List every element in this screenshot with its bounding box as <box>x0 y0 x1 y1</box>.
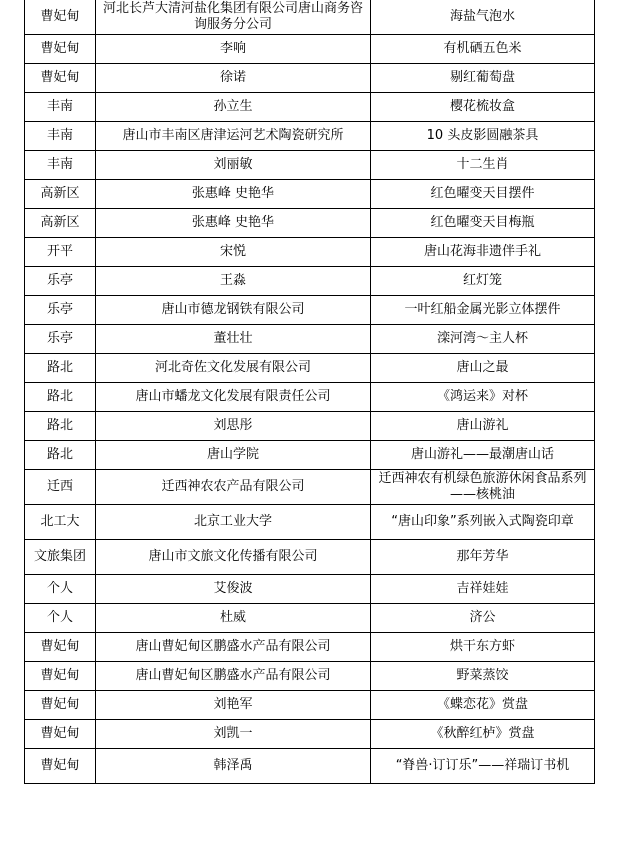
company-cell: 刘凯一 <box>96 720 371 749</box>
district-cell: 北工大 <box>25 505 96 540</box>
company-cell: 韩泽禹 <box>96 749 371 784</box>
district-cell: 曹妃甸 <box>25 633 96 662</box>
table-row <box>25 0 595 35</box>
product-cell: 《秋醉红栌》赏盘 <box>371 720 595 749</box>
product-cell: 红色曜变天目摆件 <box>371 180 595 209</box>
table-row <box>25 354 595 383</box>
products-table <box>24 0 595 784</box>
district-cell: 丰南 <box>25 93 96 122</box>
product-cell: 迁西神农有机绿色旅游休闲食品系列——核桃油 <box>371 470 595 505</box>
district-cell: 个人 <box>25 604 96 633</box>
table-row <box>25 122 595 151</box>
product-cell: 10 头皮影圆融茶具 <box>371 122 595 151</box>
table-row <box>25 412 595 441</box>
company-cell: 刘丽敏 <box>96 151 371 180</box>
products-table-body <box>25 0 595 784</box>
table-row <box>25 64 595 93</box>
product-cell: 《蝶恋花》赏盘 <box>371 691 595 720</box>
district-cell: 曹妃甸 <box>25 0 96 35</box>
product-cell: 吉祥娃娃 <box>371 575 595 604</box>
district-cell: 曹妃甸 <box>25 662 96 691</box>
product-cell: 十二生肖 <box>371 151 595 180</box>
product-cell: 那年芳华 <box>371 540 595 575</box>
company-cell: 唐山市丰南区唐津运河艺术陶瓷研究所 <box>96 122 371 151</box>
company-cell: 王淼 <box>96 267 371 296</box>
product-cell: 唐山游礼——最潮唐山话 <box>371 441 595 470</box>
company-cell: 张惠峰 史艳华 <box>96 180 371 209</box>
company-cell: 唐山市德龙钢铁有限公司 <box>96 296 371 325</box>
product-cell: 红色曜变天目梅瓶 <box>371 209 595 238</box>
product-cell: 《鸿运来》对杯 <box>371 383 595 412</box>
company-cell: 董壮壮 <box>96 325 371 354</box>
table-row <box>25 151 595 180</box>
product-cell: 唐山花海非遗伴手礼 <box>371 238 595 267</box>
company-cell: 迁西神农农产品有限公司 <box>96 470 371 505</box>
company-cell: 唐山曹妃甸区鹏盛水产品有限公司 <box>96 662 371 691</box>
table-row <box>25 180 595 209</box>
product-cell: 烘干东方虾 <box>371 633 595 662</box>
district-cell: 曹妃甸 <box>25 720 96 749</box>
district-cell: 迁西 <box>25 470 96 505</box>
company-cell: 张惠峰 史艳华 <box>96 209 371 238</box>
district-cell: 丰南 <box>25 151 96 180</box>
district-cell: 乐亭 <box>25 325 96 354</box>
table-row <box>25 540 595 575</box>
product-cell: 滦河湾～主人杯 <box>371 325 595 354</box>
company-cell: 艾俊波 <box>96 575 371 604</box>
table-row <box>25 662 595 691</box>
product-cell: 唐山游礼 <box>371 412 595 441</box>
product-cell: 海盐气泡水 <box>371 0 595 35</box>
company-cell: 河北奇佐文化发展有限公司 <box>96 354 371 383</box>
district-cell: 高新区 <box>25 180 96 209</box>
district-cell: 路北 <box>25 412 96 441</box>
company-cell: 杜威 <box>96 604 371 633</box>
company-cell: 唐山市文旅文化传播有限公司 <box>96 540 371 575</box>
district-cell: 曹妃甸 <box>25 64 96 93</box>
table-row <box>25 691 595 720</box>
table-row <box>25 238 595 267</box>
table-row <box>25 749 595 784</box>
company-cell: 宋悦 <box>96 238 371 267</box>
table-row <box>25 267 595 296</box>
table-row <box>25 505 595 540</box>
company-cell: 李响 <box>96 35 371 64</box>
company-cell: 河北长芦大清河盐化集团有限公司唐山商务咨询服务分公司 <box>96 0 371 35</box>
district-cell: 曹妃甸 <box>25 35 96 64</box>
table-row <box>25 441 595 470</box>
district-cell: 路北 <box>25 354 96 383</box>
district-cell: 丰南 <box>25 122 96 151</box>
district-cell: 高新区 <box>25 209 96 238</box>
district-cell: 路北 <box>25 441 96 470</box>
product-cell: 有机硒五色米 <box>371 35 595 64</box>
district-cell: 曹妃甸 <box>25 749 96 784</box>
company-cell: 孙立生 <box>96 93 371 122</box>
company-cell: 刘思彤 <box>96 412 371 441</box>
product-cell: 济公 <box>371 604 595 633</box>
table-row <box>25 383 595 412</box>
table-row <box>25 604 595 633</box>
product-cell: 剔红葡萄盘 <box>371 64 595 93</box>
company-cell: 唐山曹妃甸区鹏盛水产品有限公司 <box>96 633 371 662</box>
product-cell: 唐山之最 <box>371 354 595 383</box>
product-cell: 樱花梳妆盒 <box>371 93 595 122</box>
district-cell: 乐亭 <box>25 267 96 296</box>
table-row <box>25 209 595 238</box>
company-cell: 北京工业大学 <box>96 505 371 540</box>
product-cell: 红灯笼 <box>371 267 595 296</box>
product-cell: “脊兽·订订乐”——祥瑞订书机 <box>371 749 595 784</box>
table-row <box>25 93 595 122</box>
district-cell: 曹妃甸 <box>25 691 96 720</box>
table-row <box>25 325 595 354</box>
table-row <box>25 575 595 604</box>
product-cell: 野菜蒸饺 <box>371 662 595 691</box>
product-cell: 一叶红船金属光影立体摆件 <box>371 296 595 325</box>
table-row <box>25 720 595 749</box>
table-row <box>25 35 595 64</box>
district-cell: 个人 <box>25 575 96 604</box>
company-cell: 徐诺 <box>96 64 371 93</box>
district-cell: 开平 <box>25 238 96 267</box>
company-cell: 唐山市蟠龙文化发展有限责任公司 <box>96 383 371 412</box>
district-cell: 路北 <box>25 383 96 412</box>
company-cell: 刘艳军 <box>96 691 371 720</box>
table-row <box>25 633 595 662</box>
company-cell: 唐山学院 <box>96 441 371 470</box>
product-cell: “唐山印象”系列嵌入式陶瓷印章 <box>371 505 595 540</box>
district-cell: 乐亭 <box>25 296 96 325</box>
table-row <box>25 296 595 325</box>
table-row <box>25 470 595 505</box>
district-cell: 文旅集团 <box>25 540 96 575</box>
